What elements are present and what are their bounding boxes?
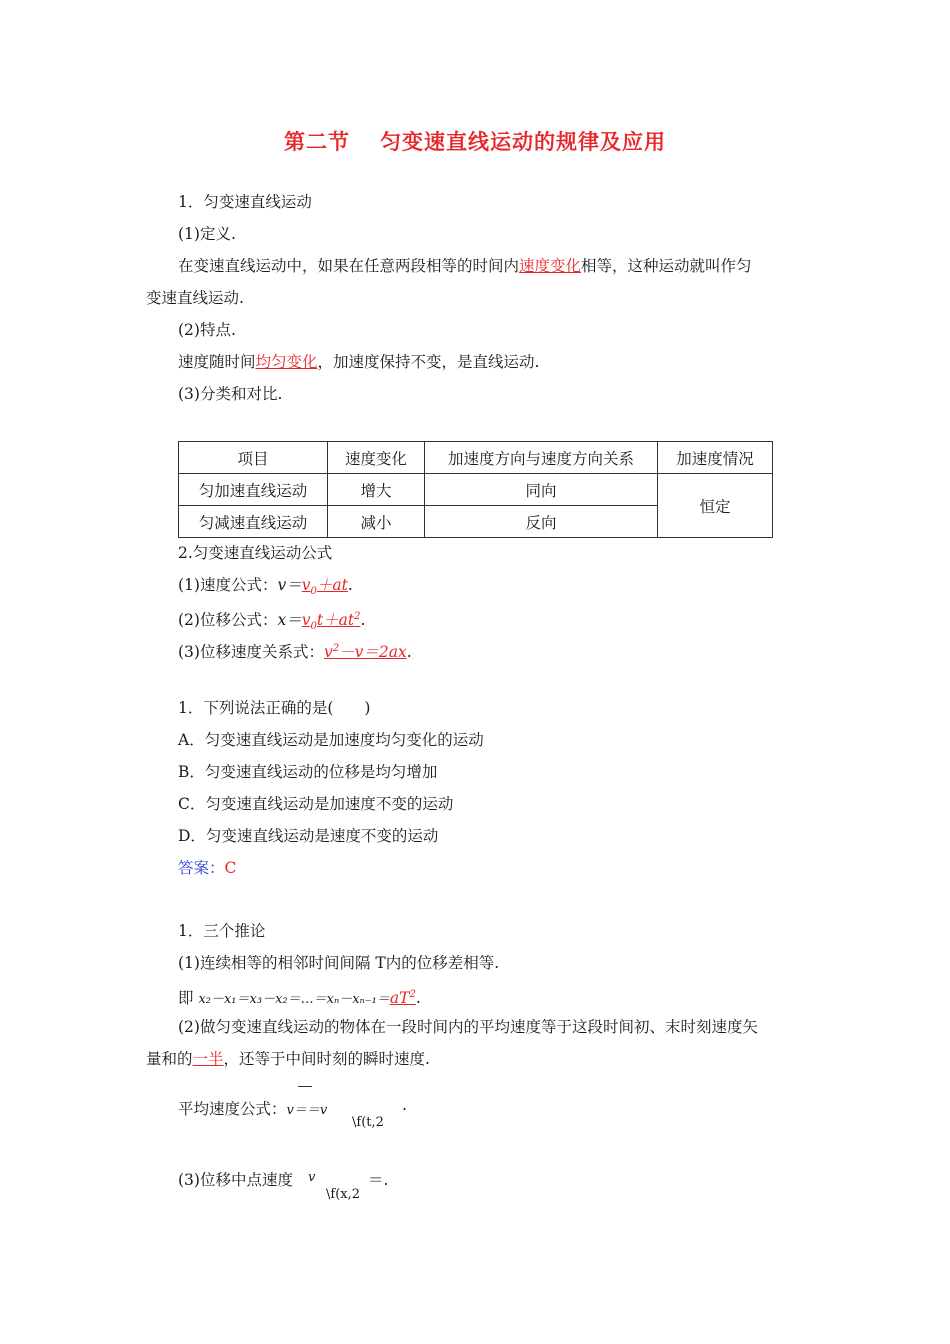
answer-fill: 一半: [192, 1050, 224, 1068]
table-cell: 减小: [328, 506, 425, 538]
option-b: B．匀变速直线运动的位移是均匀增加: [178, 763, 438, 781]
midpoint-fraction: \f(x,2: [326, 1187, 360, 1202]
classification-label: (3)分类和对比.: [178, 385, 283, 403]
answer-fill: 均匀变化: [255, 353, 318, 371]
velocity-displacement-formula: (3)位移速度关系式：$v^2-v=2ax$.: [178, 643, 412, 662]
table-header-cell: 项目: [179, 442, 328, 474]
table-header-row: [179, 442, 773, 474]
section-heading: 1．匀变速直线运动: [178, 193, 312, 211]
average-bar: [298, 1086, 312, 1087]
table-header-cell: 加速度情况: [658, 442, 773, 474]
midpoint-v: v: [308, 1170, 316, 1185]
option-d: D．匀变速直线运动是速度不变的运动: [178, 827, 439, 845]
table-row: [179, 474, 773, 506]
inference-2-cont: 量和的一半，还等于中间时刻的瞬时速度.: [146, 1050, 430, 1068]
page-title: 第二节 匀变速直线运动的规律及应用: [284, 129, 666, 154]
answer-fill: $v_0t+at^2$: [301, 611, 361, 633]
table-cell-merged: 恒定: [658, 474, 773, 538]
table-cell: 同向: [425, 474, 658, 506]
inference-1: (1)连续相等的相邻时间间隔 T内的位移差相等.: [178, 954, 500, 972]
answer-value: C: [224, 859, 237, 877]
definition-label: (1)定义.: [178, 225, 236, 243]
answer-fill: 速度变化: [519, 257, 582, 275]
inference-2: (2)做匀变速直线运动的物体在一段时间内的平均速度等于这段时间初、末时刻速度矢: [178, 1018, 758, 1036]
answer-fill: $aT^2$: [389, 989, 416, 1008]
table-cell: 匀减速直线运动: [179, 506, 328, 538]
option-a: A．匀变速直线运动是加速度均匀变化的运动: [178, 731, 484, 749]
velocity-formula: (1)速度公式：$v=v_0+at$.: [178, 576, 353, 598]
table-cell: 匀加速直线运动: [179, 474, 328, 506]
definition-text-cont: 变速直线运动.: [146, 289, 244, 307]
midpoint-end: ＝.: [368, 1171, 389, 1189]
inference-1-equation: 即 $x_2-x_1=x_3-x_2=\dots=x_n-x_{n-1}=aT^2$.: [178, 989, 421, 1008]
displacement-formula: (2)位移公式：$x=v_0t+at^2$.: [178, 611, 366, 633]
section-heading: 2.匀变速直线运动公式: [178, 544, 333, 562]
comparison-table: [178, 441, 773, 538]
midpoint-velocity-label: (3)位移中点速度: [178, 1171, 293, 1189]
question-stem: 1．下列说法正确的是( ): [178, 699, 371, 717]
average-fraction: \f(t,2: [352, 1115, 384, 1130]
section-heading: 1．三个推论: [178, 922, 266, 940]
definition-text: 在变速直线运动中，如果在任意两段相等的时间内速度变化相等，这种运动就叫作匀: [178, 257, 752, 275]
feature-text: 速度随时间均匀变化，加速度保持不变，是直线运动.: [178, 353, 540, 371]
table-cell: 反向: [425, 506, 658, 538]
answer-fill: $v^2-v=2ax$: [323, 643, 407, 662]
table-header-cell: 速度变化: [328, 442, 425, 474]
table-header-cell: 加速度方向与速度方向关系: [425, 442, 658, 474]
option-c: C．匀变速直线运动是加速度不变的运动: [178, 795, 454, 813]
answer-fill: $v_0+at$: [301, 576, 348, 598]
average-velocity-formula: 平均速度公式：v＝＝v: [178, 1100, 328, 1118]
average-end: .: [402, 1096, 407, 1114]
table-cell: 增大: [328, 474, 425, 506]
feature-label: (2)特点.: [178, 321, 236, 339]
answer-line: 答案：C: [178, 859, 237, 877]
